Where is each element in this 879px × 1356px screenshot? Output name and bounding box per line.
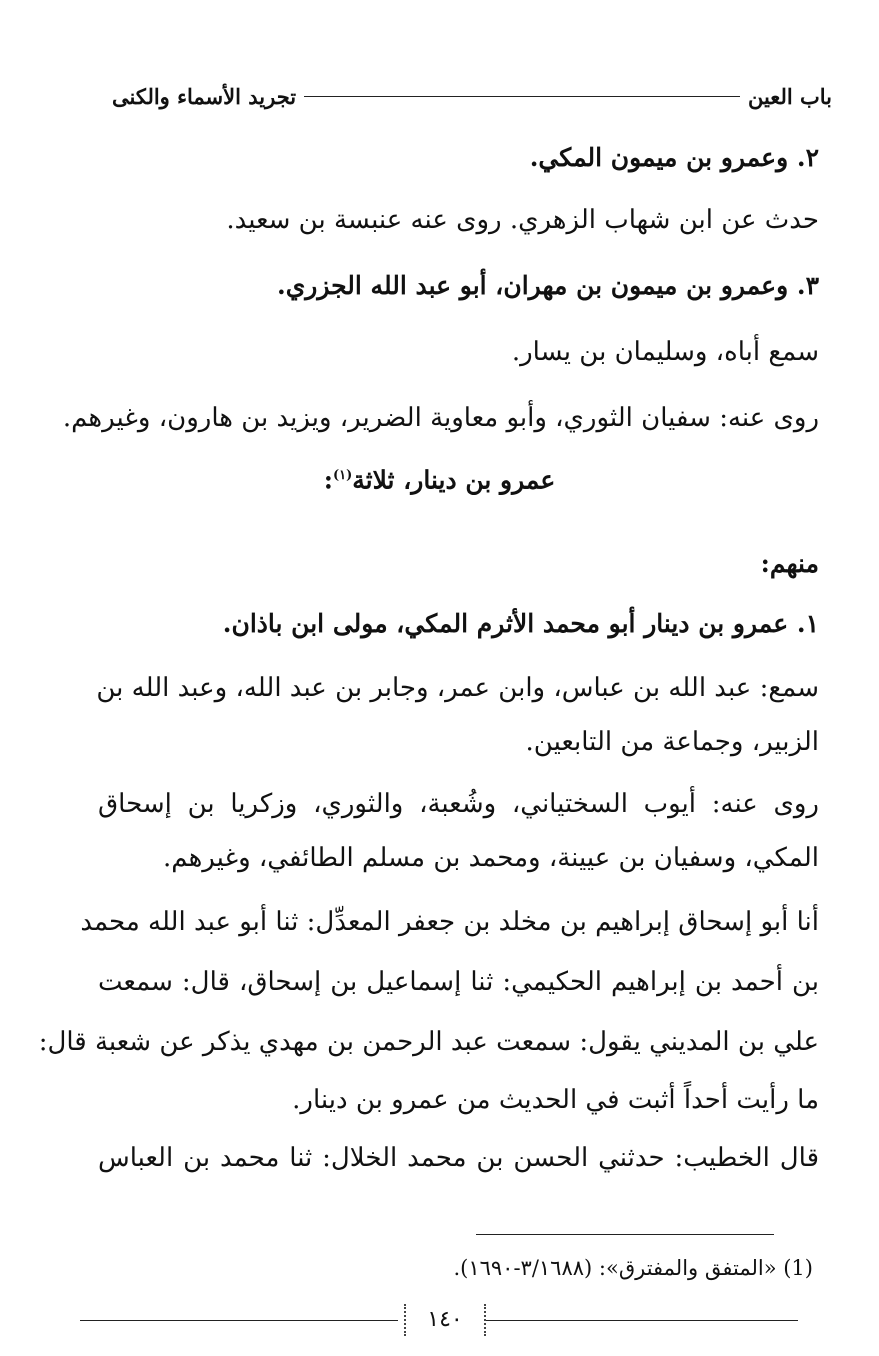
body-line: الزبير، وجماعة من التابعين. xyxy=(525,727,819,757)
section-heading xyxy=(0,456,879,500)
book-title: تجريد الأسماء والكنى xyxy=(112,83,297,109)
body-line: أنا أبو إسحاق إبراهيم بن مخلد بن جعفر المعدِّل: ثنا أبو عبد الله محمد xyxy=(80,907,819,937)
footnote-marker: (١) xyxy=(332,468,353,483)
body-line: حدث عن ابن شهاب الزهري. روى عنه عنبسة بن سعيد. xyxy=(226,205,819,235)
body-line: المكي، وسفيان بن عيينة، ومحمد بن مسلم الطائفي، وغيرهم. xyxy=(163,843,819,873)
entry-heading-3: ٣. وعمرو بن ميمون بن مهران، أبو عبد الله الجزري. xyxy=(277,271,819,300)
body-line: ما رأيت أحداً أثبت في الحديث من عمرو بن دينار. xyxy=(292,1085,819,1115)
footnote: (1) «المتفق والمفترق»: (٣/١٦٨٨-١٦٩٠). xyxy=(453,1256,813,1280)
section-heading-colon: : xyxy=(323,465,333,495)
section-heading-text: عمرو بن دينار، ثلاثة xyxy=(352,465,556,495)
body-line: سمع: عبد الله بن عباس، وابن عمر، وجابر بن عبد الله، وعبد الله بن xyxy=(96,673,819,703)
running-header xyxy=(112,78,832,114)
footer-rule-right xyxy=(486,1320,798,1321)
page-number: ١٤٠ xyxy=(404,1304,486,1336)
footer-rule-left xyxy=(80,1320,398,1321)
body-line: قال الخطيب: حدثني الحسن بن محمد الخلال: ثنا محمد بن العباس xyxy=(98,1143,819,1173)
body-line: منهم: xyxy=(760,549,819,578)
entry-heading-2: ٢. وعمرو بن ميمون المكي. xyxy=(529,143,819,172)
body-line: روى عنه: سفيان الثوري، وأبو معاوية الضرير، ويزيد بن هارون، وغيرهم. xyxy=(62,403,819,433)
section-title: باب العين xyxy=(747,83,832,109)
footnote-rule xyxy=(476,1234,774,1235)
body-line: بن أحمد بن إبراهيم الحكيمي: ثنا إسماعيل بن إسحاق، قال: سمعت xyxy=(98,967,820,997)
header-rule xyxy=(304,96,740,97)
body-line: روى عنه: أيوب السختياني، وشُعبة، والثوري، وزكريا بن إسحاق xyxy=(98,789,819,819)
entry-heading-1: ١. عمرو بن دينار أبو محمد الأثرم المكي، مولى ابن باذان. xyxy=(222,609,819,638)
body-line: سمع أباه، وسليمان بن يسار. xyxy=(511,337,819,367)
body-line: علي بن المديني يقول: سمعت عبد الرحمن بن مهدي يذكر عن شعبة قال: xyxy=(38,1027,819,1057)
